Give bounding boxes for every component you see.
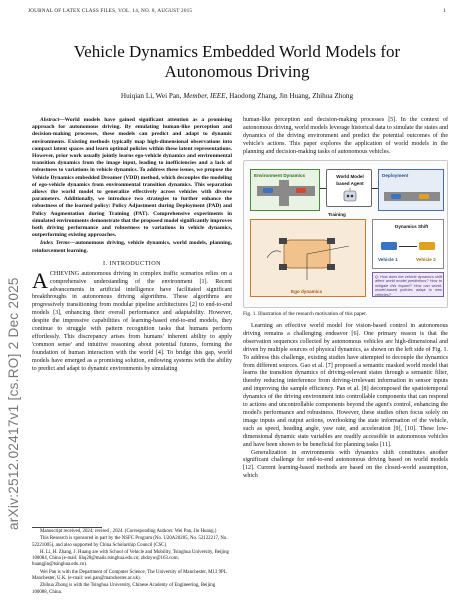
arrow-env-to-model bbox=[320, 188, 326, 189]
right-paragraph-continued: human-like perception and decision-making processes [5]. In the context of autonomous driving, world models leverage historical data to simulate the states and dynamics of the driving environment and predict the potential outcomes of the vehicle's actions. This paper explores the application of world models in the planning and decision-making tasks of autonomous vehicles. bbox=[243, 117, 448, 155]
footnote-affiliation-cae: Zhihua Zhong is with the Tsinghua University, Chinese Academy of Engineering, Beijing 100088, China. bbox=[32, 583, 216, 595]
intro-paragraph bbox=[32, 267, 232, 374]
crossroad-graphic bbox=[279, 180, 289, 206]
deployment-label: Deployment bbox=[382, 172, 409, 178]
title-line-1: Vehicle Dynamics Embedded World Models for bbox=[73, 42, 401, 61]
authors-suffix: , Haodong Zhang, Jin Huang, Zhihua Zhong bbox=[225, 92, 354, 100]
title-line-2: Autonomous Driving bbox=[164, 62, 310, 81]
question-text: Q: How does the vehicle dynamics shift affect world model predictions? How to mitigate this impact? How can world-model-based policies adapt to new vehicles? bbox=[375, 274, 442, 297]
running-header bbox=[28, 8, 446, 14]
section-heading-introduction: I. INTRODUCTION bbox=[103, 259, 161, 267]
environment-dynamics-panel bbox=[250, 169, 320, 211]
index-terms-lead: Index Terms bbox=[40, 240, 70, 247]
vehicle-1-label: Vehicle 1 bbox=[378, 256, 398, 262]
footnote-manuscript: Manuscript received, 2024; revised , 2024. (Corresponding Authors: Wei Pan, Jin Huang.) bbox=[40, 529, 217, 534]
figure-1-caption: Fig. 1. Illustration of the research motivation of this paper. bbox=[243, 310, 367, 317]
intro-text: CHIEVING autonomous driving in complex traffic scenarios relies on a comprehensive understanding of the environment [1]. Recent advancements in artificial intelligence have facilitated significant breakthroughs in autonomous driving algorithms. These algorithms are progressively transitioning from modular pipeline architectures [2] to end-to-end models [3], enhancing their overall performance and adaptability. However, despite the impressive capabilities of learning-based end-to-end models, they continue to struggle with pattern recognition tasks that humans perform effortlessly. This discrepancy arises from humans' inherent ability to apply 'common sense' and intuitive reasoning about potential futures, forming the foundation of human interaction with the world [4]. To bridge this gap, world models have emerged as a promising solution, endowing systems with the ability to predict and adapt to dynamic environments by simulating bbox=[32, 270, 232, 372]
footnote-affiliation-tsinghua: H. Li, H. Zhang, J. Huang are with School of Vehicle and Mobility, Tsinghua University, Beijing 100084, China (e-mail: lihq20@mails.tsinghua.edu.cn; zhdzyw@163.com; huangjin@tsinghua.edu.cn). bbox=[32, 549, 230, 568]
dynamics-shift-label: Dynamics Shift bbox=[395, 223, 429, 229]
arxiv-stamp-text: arXiv:2512.02417v1 [cs.RO] 2 Dec 2025 bbox=[6, 277, 21, 530]
car-icon bbox=[296, 188, 306, 193]
shift-arrow bbox=[399, 246, 417, 247]
journal-header: JOURNAL OF LATEX CLASS FILES, VOL. 14, NO. 8, AUGUST 2015 bbox=[28, 8, 193, 14]
abstract-text: —World models have gained significant attention as a promising approach for autonomous driving. By emulating human-like perception and decision-making processes, these models can predict and adapt to dynamic environments. Existing methods typically map high-dimensional observations into compact latent spaces and learn optimal policies within these latent representations. However, prior work usually jointly learns ego-vehicle dynamics and environmental transition dynamics from the image input, leading to inefficiencies and a lack of robustness to variations in vehicle dynamics. To address these issues, we propose the Vehicle Dynamics embedded Dreamer (VDD) method, which decouples the modeling of ego-vehicle dynamics from environmental transition dynamics. This separation allows the world model to generalize effectively across vehicles with diverse parameters. Additionally, we introduce two strategies to further enhance the robustness of the learned policy: Policy Adjustment during Deployment (PAD) and Policy Augmentation during Training (PAT). Comprehensive experiments in simulated environments demonstrate that the proposed model significantly improves both driving performance and robustness to variations in vehicle dynamics, outperforming existing approaches. bbox=[32, 117, 232, 239]
left-column bbox=[32, 117, 232, 374]
right-column bbox=[243, 117, 448, 481]
right-paragraph-2: Learning an effective world model for vision-based control in autonomous driving remains a challenging endeavor [6]. One primary reason is that the observation sequences collected by autonomous vehicles are high-dimensional and driven by multiple sources of physical dynamics, as shown on the left side of Fig. 1. To address this challenge, existing studies have attempted to decouple the dynamics from different sources. Gao et al. [7] proposed a semantic masked world model that learns the transition dynamics of driving-relevant states through a semantic filter, thereby reducing interference from driving-irrelevant information in sensor inputs and improving the sample efficiency. Pan et al. [8] decomposed the spatiotemporal dynamics of the driving environment into controllable components that can respond to actions and uncontrollable components beyond the agent's control, enhancing the model's performance and robustness. However, these studies often focus solely on image inputs and output actions, overlooking the state information of the vehicle, such as speed, heading angle, yaw rate, and acceleration [9], [10]. These low-dimensional dynamic state variables are readily accessible in autonomous vehicles and have been shown to be beneficial for planning tasks [11]. bbox=[243, 323, 448, 448]
index-terms-text: —autonomous driving, vehicle dynamics, world models, planning, reinforcement learning. bbox=[32, 240, 233, 254]
car-icon bbox=[263, 188, 273, 193]
question-panel bbox=[372, 272, 444, 297]
drop-cap: A bbox=[32, 267, 48, 293]
car-icon bbox=[391, 194, 401, 199]
footnotes bbox=[32, 522, 232, 596]
abstract-lead: Abstract bbox=[40, 117, 60, 123]
figure-1 bbox=[243, 160, 448, 308]
training-label: Training bbox=[328, 211, 346, 217]
vehicle-dynamics-diagram-icon bbox=[259, 228, 359, 284]
authors-member: Member, IEEE bbox=[183, 92, 226, 100]
car-icon bbox=[419, 194, 429, 199]
deployment-panel bbox=[378, 169, 444, 211]
authors-prefix: Huiqian Li, Wei Pan, bbox=[120, 92, 184, 100]
author-list bbox=[0, 92, 474, 100]
page-number: 1 bbox=[443, 8, 446, 14]
abstract bbox=[32, 117, 232, 239]
footnote-affiliation-manchester: Wei Pan is with the Department of Computer Science, The University of Manchester, M13 9PL Manchester, U.K. (e-mail: wei.pan@manchester.ac.uk). bbox=[32, 569, 227, 582]
car-icon bbox=[381, 242, 397, 250]
footnote-rule bbox=[32, 527, 102, 528]
index-terms bbox=[32, 240, 232, 254]
car-icon bbox=[419, 242, 435, 250]
right-paragraph-3: Generalization in environments with dynamics shift constitutes another significant challenge for end-to-end autonomous driving based on world models [12]. Current learning-based methods are based on the closed-world assumption, which bbox=[243, 449, 448, 480]
arrow-model-to-deploy bbox=[372, 188, 378, 189]
arxiv-stamp bbox=[6, 110, 22, 530]
footnote-funding: This Research is sponsored in part by the NSFC Program (No. U20A20285, No. 52122217, No. 52221005), and also supported by China Scholarship Council (CSC) bbox=[32, 536, 228, 548]
dynamics-shift-panel bbox=[372, 219, 444, 269]
ego-dynamics-panel bbox=[250, 219, 366, 297]
ego-dynamics-label: Ego dynamics bbox=[291, 288, 323, 294]
world-model-agent bbox=[326, 169, 372, 207]
robot-icon bbox=[341, 187, 359, 205]
paper-title bbox=[0, 42, 474, 82]
environment-dynamics-label: Environment Dynamics bbox=[254, 172, 306, 178]
world-model-label: World Model based Agent bbox=[336, 173, 364, 187]
vehicle-2-label: Vehicle 2 bbox=[416, 256, 436, 262]
